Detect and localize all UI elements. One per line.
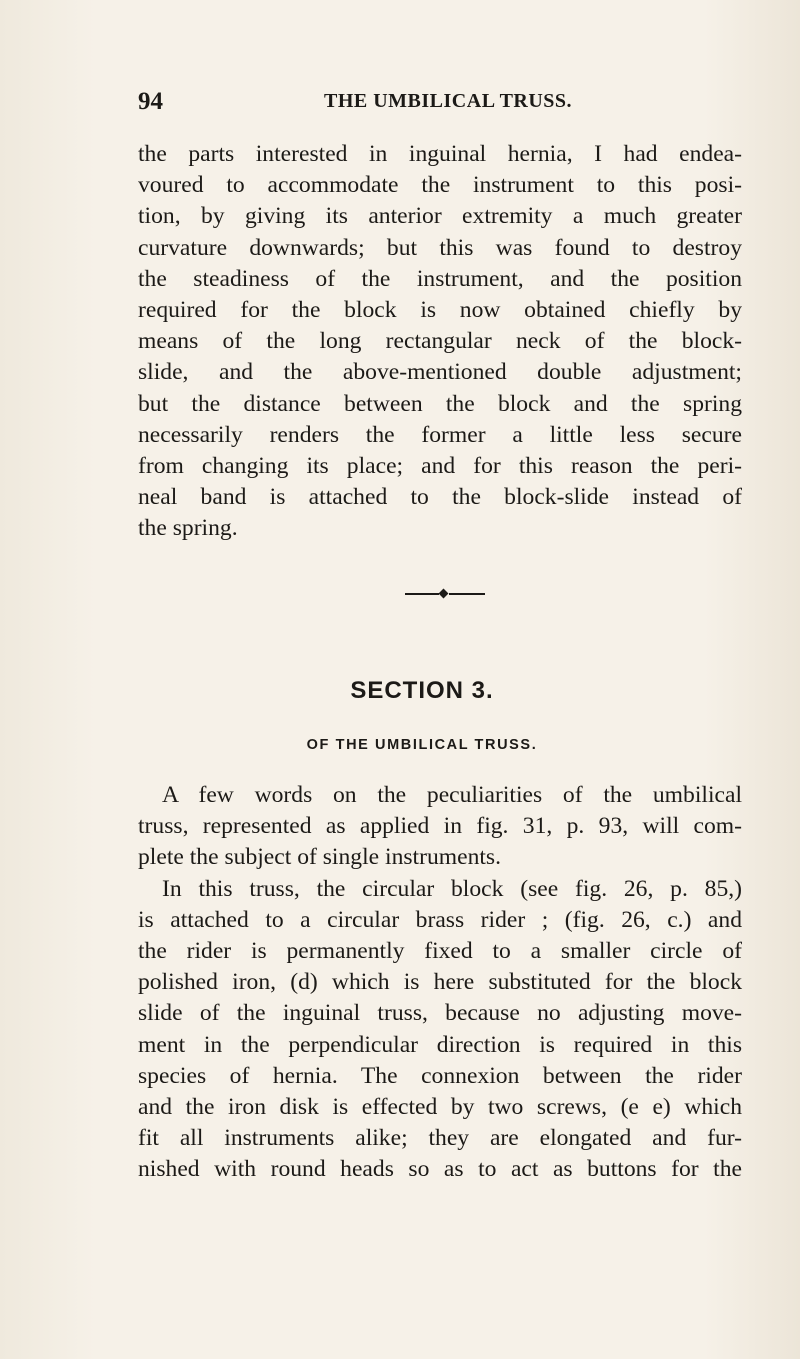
text-line: A few words on the peculiarities of the umbilical xyxy=(162,782,742,808)
text-line: fit all instruments alike; they are elongated and fur- xyxy=(138,1125,742,1152)
page-number: 94 xyxy=(138,88,163,115)
text-line: necessarily renders the former a little less secure xyxy=(138,421,742,448)
section-heading: SECTION 3. xyxy=(350,677,494,704)
section-divider-ornament xyxy=(405,589,485,599)
text-line: required for the block is now obtained chiefly by xyxy=(138,297,742,324)
text-line: tion, by giving its anterior extremity a much greater xyxy=(138,203,742,230)
text-line: the spring. xyxy=(138,515,238,542)
text-line: the parts interested in inguinal hernia, I had endea- xyxy=(138,141,742,167)
section-subheading: OF THE UMBILICAL TRUSS. xyxy=(306,737,538,753)
text-line: the steadiness of the instrument, and the position xyxy=(138,265,742,292)
text-line: slide, and the above-mentioned double adjustment; xyxy=(138,359,742,386)
text-line: from changing its place; and for this reason the peri- xyxy=(138,453,742,480)
text-line: species of hernia. The connexion between the rider xyxy=(138,1062,742,1089)
text-line: In this truss, the circular block (see fig. 26, p. 85,) xyxy=(162,875,742,902)
text-line: means of the long rectangular neck of the block- xyxy=(138,328,742,355)
text-line: slide of the inguinal truss, because no adjusting move- xyxy=(138,1000,742,1027)
running-title: THE UMBILICAL TRUSS. xyxy=(324,90,573,112)
paragraph-2 xyxy=(138,780,742,1186)
text-line: polished iron, (d) which is here substituted for the block xyxy=(138,969,742,996)
text-line: nished with round heads so as to act as buttons for the xyxy=(138,1156,742,1183)
divider-rule-left xyxy=(405,593,439,595)
running-head xyxy=(138,88,748,118)
text-line: and the iron disk is effected by two screws, (e e) which xyxy=(138,1094,742,1121)
text-line: truss, represented as applied in fig. 31, p. 93, will com- xyxy=(138,813,742,840)
text-line: curvature downwards; but this was found to destroy xyxy=(138,234,742,261)
text-line: is attached to a circular brass rider ; (fig. 26, c.) and xyxy=(138,906,742,933)
text-line: neal band is attached to the block-slide instead of xyxy=(138,484,742,511)
text-line: voured to accommodate the instrument to this posi- xyxy=(138,172,742,199)
diamond-ornament-icon xyxy=(439,589,449,599)
text-line: plete the subject of single instruments. xyxy=(138,844,502,871)
text-line: ment in the perpendicular direction is required in this xyxy=(138,1031,742,1058)
divider-rule-right xyxy=(449,593,485,595)
text-line: the rider is permanently fixed to a smaller circle of xyxy=(138,938,742,965)
paragraph-1 xyxy=(138,139,742,545)
text-line: but the distance between the block and the spring xyxy=(138,390,742,417)
